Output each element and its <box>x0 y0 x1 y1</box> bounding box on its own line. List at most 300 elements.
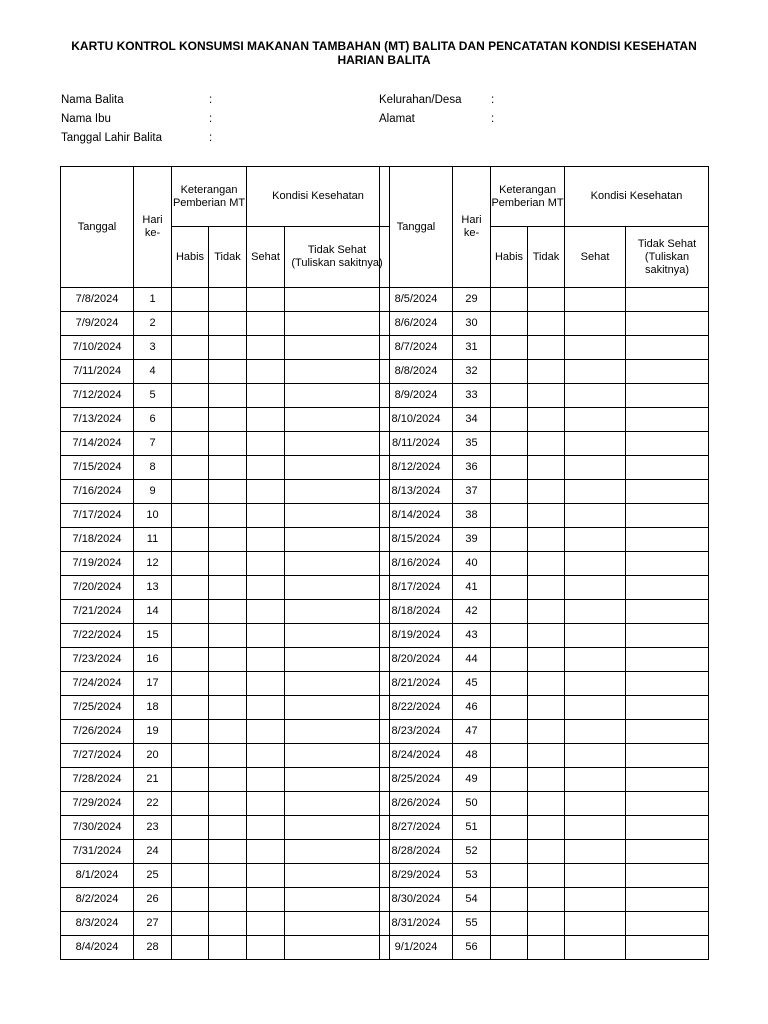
day-cell: 1 <box>134 288 172 312</box>
header-habis: Habis <box>172 227 209 288</box>
sehat-cell[interactable] <box>247 696 285 720</box>
tidak-cell[interactable] <box>209 336 247 360</box>
tidak-cell[interactable] <box>528 792 565 816</box>
sehat-cell[interactable] <box>565 576 626 600</box>
tidak-sehat-cell[interactable] <box>285 600 390 624</box>
date-cell: 7/9/2024 <box>61 312 134 336</box>
habis-cell[interactable] <box>172 792 209 816</box>
sehat-cell[interactable] <box>565 792 626 816</box>
habis-cell[interactable] <box>491 432 528 456</box>
habis-cell[interactable] <box>491 768 528 792</box>
day-cell: 53 <box>453 864 491 888</box>
tidak-sehat-cell[interactable] <box>285 648 390 672</box>
tidak-sehat-cell[interactable] <box>285 312 390 336</box>
tidak-cell[interactable] <box>209 384 247 408</box>
table-row <box>380 696 709 720</box>
sehat-cell[interactable] <box>565 912 626 936</box>
sehat-cell[interactable] <box>247 480 285 504</box>
day-cell: 29 <box>453 288 491 312</box>
tidak-sehat-cell[interactable] <box>626 576 709 600</box>
habis-cell[interactable] <box>491 456 528 480</box>
tidak-sehat-cell[interactable] <box>285 408 390 432</box>
tidak-cell[interactable] <box>209 648 247 672</box>
sehat-cell[interactable] <box>247 528 285 552</box>
date-cell: 8/31/2024 <box>380 912 453 936</box>
tidak-sehat-cell[interactable] <box>285 288 390 312</box>
tidak-sehat-cell[interactable] <box>626 864 709 888</box>
habis-cell[interactable] <box>491 624 528 648</box>
tidak-cell[interactable] <box>528 576 565 600</box>
tidak-cell[interactable] <box>209 792 247 816</box>
habis-cell[interactable] <box>491 480 528 504</box>
tidak-sehat-cell[interactable] <box>626 384 709 408</box>
tidak-sehat-cell[interactable] <box>285 384 390 408</box>
habis-cell[interactable] <box>172 720 209 744</box>
tidak-sehat-cell[interactable] <box>626 624 709 648</box>
day-cell: 8 <box>134 456 172 480</box>
habis-cell[interactable] <box>172 312 209 336</box>
tidak-sehat-cell[interactable] <box>626 816 709 840</box>
tidak-cell[interactable] <box>528 600 565 624</box>
tidak-cell[interactable] <box>528 720 565 744</box>
sehat-cell[interactable] <box>247 912 285 936</box>
sehat-cell[interactable] <box>565 384 626 408</box>
table-row <box>380 336 709 360</box>
sehat-cell[interactable] <box>247 672 285 696</box>
habis-cell[interactable] <box>491 864 528 888</box>
habis-cell[interactable] <box>491 408 528 432</box>
header-tidak-sehat: Tidak Sehat (Tuliskan sakitnya) <box>626 227 709 288</box>
day-cell: 21 <box>134 768 172 792</box>
sehat-cell[interactable] <box>565 504 626 528</box>
date-cell: 7/20/2024 <box>61 576 134 600</box>
label-kelurahan: Kelurahan/Desa <box>379 94 462 106</box>
tidak-cell[interactable] <box>209 888 247 912</box>
habis-cell[interactable] <box>172 384 209 408</box>
tidak-sehat-cell[interactable] <box>626 336 709 360</box>
tidak-sehat-cell[interactable] <box>626 912 709 936</box>
sehat-cell[interactable] <box>565 432 626 456</box>
habis-cell[interactable] <box>491 936 528 960</box>
habis-cell[interactable] <box>172 528 209 552</box>
habis-cell[interactable] <box>172 672 209 696</box>
habis-cell[interactable] <box>172 456 209 480</box>
habis-cell[interactable] <box>172 336 209 360</box>
table-row <box>61 888 390 912</box>
table-row <box>380 288 709 312</box>
tidak-sehat-cell[interactable] <box>626 648 709 672</box>
habis-cell[interactable] <box>491 360 528 384</box>
tidak-cell[interactable] <box>209 936 247 960</box>
date-cell: 8/18/2024 <box>380 600 453 624</box>
habis-cell[interactable] <box>491 552 528 576</box>
colon-tanggal-lahir: : <box>209 132 213 144</box>
tidak-sehat-cell[interactable] <box>285 360 390 384</box>
habis-cell[interactable] <box>491 528 528 552</box>
tidak-cell[interactable] <box>528 360 565 384</box>
sehat-cell[interactable] <box>565 312 626 336</box>
header-kondisi-kesehatan: Kondisi Kesehatan <box>247 167 390 227</box>
sehat-cell[interactable] <box>565 888 626 912</box>
tidak-cell[interactable] <box>209 408 247 432</box>
habis-cell[interactable] <box>172 840 209 864</box>
tidak-sehat-cell[interactable] <box>626 504 709 528</box>
day-cell: 10 <box>134 504 172 528</box>
tidak-sehat-cell[interactable] <box>626 888 709 912</box>
habis-cell[interactable] <box>172 480 209 504</box>
date-cell: 8/7/2024 <box>380 336 453 360</box>
tidak-cell[interactable] <box>209 504 247 528</box>
sehat-cell[interactable] <box>565 816 626 840</box>
sehat-cell[interactable] <box>247 840 285 864</box>
sehat-cell[interactable] <box>247 312 285 336</box>
habis-cell[interactable] <box>172 360 209 384</box>
header-tanggal: Tanggal <box>61 167 134 288</box>
tidak-sehat-cell[interactable] <box>626 672 709 696</box>
tidak-sehat-cell[interactable] <box>285 840 390 864</box>
table-row <box>61 312 390 336</box>
tidak-sehat-cell[interactable] <box>285 504 390 528</box>
sehat-cell[interactable] <box>247 288 285 312</box>
tidak-cell[interactable] <box>528 624 565 648</box>
habis-cell[interactable] <box>491 696 528 720</box>
table-row <box>380 624 709 648</box>
day-cell: 44 <box>453 648 491 672</box>
date-cell: 7/31/2024 <box>61 840 134 864</box>
day-cell: 41 <box>453 576 491 600</box>
date-cell: 7/29/2024 <box>61 792 134 816</box>
sehat-cell[interactable] <box>565 720 626 744</box>
right-table-body <box>380 288 709 960</box>
sehat-cell[interactable] <box>247 504 285 528</box>
date-cell: 7/8/2024 <box>61 288 134 312</box>
habis-cell[interactable] <box>172 648 209 672</box>
day-cell: 51 <box>453 816 491 840</box>
sehat-cell[interactable] <box>565 408 626 432</box>
sehat-cell[interactable] <box>565 456 626 480</box>
table-row <box>380 432 709 456</box>
sehat-cell[interactable] <box>247 648 285 672</box>
sehat-cell[interactable] <box>565 360 626 384</box>
tidak-sehat-cell[interactable] <box>626 456 709 480</box>
habis-cell[interactable] <box>491 816 528 840</box>
sehat-cell[interactable] <box>247 576 285 600</box>
table-row <box>380 480 709 504</box>
date-cell: 8/11/2024 <box>380 432 453 456</box>
tidak-cell[interactable] <box>209 624 247 648</box>
sehat-cell[interactable] <box>247 792 285 816</box>
sehat-cell[interactable] <box>565 528 626 552</box>
habis-cell[interactable] <box>172 576 209 600</box>
tidak-cell[interactable] <box>528 864 565 888</box>
colon-alamat: : <box>491 113 495 125</box>
title-line-1: KARTU KONTROL KONSUMSI MAKANAN TAMBAHAN (MT) BALITA DAN PENCATATAN KONDISI KESEHATAN <box>71 39 697 53</box>
tidak-cell[interactable] <box>528 528 565 552</box>
tidak-cell[interactable] <box>209 720 247 744</box>
tidak-sehat-cell[interactable] <box>626 840 709 864</box>
title-line-2: HARIAN BALITA <box>337 53 431 67</box>
sehat-cell[interactable] <box>565 552 626 576</box>
sehat-cell[interactable] <box>247 336 285 360</box>
tidak-cell[interactable] <box>528 432 565 456</box>
day-cell: 42 <box>453 600 491 624</box>
sehat-cell[interactable] <box>565 840 626 864</box>
habis-cell[interactable] <box>172 696 209 720</box>
date-cell: 8/12/2024 <box>380 456 453 480</box>
habis-cell[interactable] <box>172 744 209 768</box>
tidak-sehat-cell[interactable] <box>626 528 709 552</box>
table-row <box>380 840 709 864</box>
habis-cell[interactable] <box>491 840 528 864</box>
sehat-cell[interactable] <box>565 624 626 648</box>
tidak-cell[interactable] <box>528 288 565 312</box>
tidak-sehat-cell[interactable] <box>285 720 390 744</box>
tidak-cell[interactable] <box>209 912 247 936</box>
sehat-cell[interactable] <box>565 672 626 696</box>
sehat-cell[interactable] <box>565 696 626 720</box>
tidak-sehat-cell[interactable] <box>285 672 390 696</box>
habis-cell[interactable] <box>491 720 528 744</box>
tidak-sehat-cell[interactable] <box>285 456 390 480</box>
tidak-sehat-cell[interactable] <box>285 816 390 840</box>
sehat-cell[interactable] <box>247 600 285 624</box>
habis-cell[interactable] <box>172 888 209 912</box>
table-row <box>380 720 709 744</box>
sehat-cell[interactable] <box>565 936 626 960</box>
tidak-cell[interactable] <box>209 864 247 888</box>
habis-cell[interactable] <box>172 504 209 528</box>
habis-cell[interactable] <box>172 624 209 648</box>
date-cell: 8/25/2024 <box>380 768 453 792</box>
tidak-cell[interactable] <box>209 456 247 480</box>
habis-cell[interactable] <box>172 936 209 960</box>
sehat-cell[interactable] <box>565 600 626 624</box>
tidak-sehat-cell[interactable] <box>626 480 709 504</box>
table-row <box>380 936 709 960</box>
sehat-cell[interactable] <box>247 624 285 648</box>
tidak-sehat-cell[interactable] <box>626 768 709 792</box>
tidak-cell[interactable] <box>209 528 247 552</box>
tidak-cell[interactable] <box>209 432 247 456</box>
tidak-sehat-cell[interactable] <box>285 552 390 576</box>
tidak-sehat-cell[interactable] <box>285 888 390 912</box>
sehat-cell[interactable] <box>247 432 285 456</box>
sehat-cell[interactable] <box>247 864 285 888</box>
tidak-sehat-cell[interactable] <box>626 312 709 336</box>
habis-cell[interactable] <box>172 768 209 792</box>
sehat-cell[interactable] <box>565 864 626 888</box>
day-cell: 37 <box>453 480 491 504</box>
habis-cell[interactable] <box>491 672 528 696</box>
tidak-cell[interactable] <box>528 744 565 768</box>
tidak-sehat-cell[interactable] <box>626 552 709 576</box>
date-cell: 8/2/2024 <box>61 888 134 912</box>
tidak-sehat-cell[interactable] <box>626 744 709 768</box>
habis-cell[interactable] <box>491 744 528 768</box>
day-cell: 5 <box>134 384 172 408</box>
habis-cell[interactable] <box>172 408 209 432</box>
tidak-cell[interactable] <box>528 312 565 336</box>
table-row <box>380 672 709 696</box>
date-cell: 8/5/2024 <box>380 288 453 312</box>
tidak-cell[interactable] <box>528 816 565 840</box>
habis-cell[interactable] <box>172 432 209 456</box>
date-cell: 8/26/2024 <box>380 792 453 816</box>
sehat-cell[interactable] <box>565 288 626 312</box>
header-tanggal: Tanggal <box>380 167 453 288</box>
date-cell: 9/1/2024 <box>380 936 453 960</box>
sehat-cell[interactable] <box>247 744 285 768</box>
habis-cell[interactable] <box>491 576 528 600</box>
tidak-cell[interactable] <box>209 552 247 576</box>
tidak-sehat-cell[interactable] <box>285 576 390 600</box>
tidak-cell[interactable] <box>209 816 247 840</box>
tidak-sehat-cell[interactable] <box>285 480 390 504</box>
day-cell: 39 <box>453 528 491 552</box>
date-cell: 7/13/2024 <box>61 408 134 432</box>
date-cell: 8/13/2024 <box>380 480 453 504</box>
tidak-cell[interactable] <box>209 480 247 504</box>
tidak-sehat-cell[interactable] <box>626 792 709 816</box>
tidak-sehat-cell[interactable] <box>285 432 390 456</box>
label-alamat: Alamat <box>379 113 415 125</box>
habis-cell[interactable] <box>491 888 528 912</box>
tidak-cell[interactable] <box>528 408 565 432</box>
sehat-cell[interactable] <box>565 336 626 360</box>
table-row <box>61 768 390 792</box>
tidak-sehat-cell[interactable] <box>285 912 390 936</box>
table-row <box>380 360 709 384</box>
tidak-sehat-cell[interactable] <box>285 768 390 792</box>
habis-cell[interactable] <box>491 336 528 360</box>
header-hari-ke: Hari ke- <box>134 167 172 288</box>
habis-cell[interactable] <box>491 600 528 624</box>
habis-cell[interactable] <box>172 600 209 624</box>
tidak-cell[interactable] <box>209 360 247 384</box>
tidak-cell[interactable] <box>528 768 565 792</box>
habis-cell[interactable] <box>172 864 209 888</box>
sehat-cell[interactable] <box>247 888 285 912</box>
tidak-sehat-cell[interactable] <box>626 720 709 744</box>
tidak-cell[interactable] <box>528 552 565 576</box>
tidak-sehat-cell[interactable] <box>285 696 390 720</box>
habis-cell[interactable] <box>172 816 209 840</box>
tidak-sehat-cell[interactable] <box>626 936 709 960</box>
sehat-cell[interactable] <box>247 720 285 744</box>
tidak-cell[interactable] <box>528 672 565 696</box>
sehat-cell[interactable] <box>247 408 285 432</box>
tidak-cell[interactable] <box>528 696 565 720</box>
habis-cell[interactable] <box>491 384 528 408</box>
habis-cell[interactable] <box>491 648 528 672</box>
table-row <box>61 528 390 552</box>
sehat-cell[interactable] <box>565 480 626 504</box>
tidak-sehat-cell[interactable] <box>626 408 709 432</box>
tidak-cell[interactable] <box>528 840 565 864</box>
habis-cell[interactable] <box>491 504 528 528</box>
tidak-cell[interactable] <box>528 336 565 360</box>
tidak-sehat-cell[interactable] <box>285 936 390 960</box>
date-cell: 8/23/2024 <box>380 720 453 744</box>
day-cell: 48 <box>453 744 491 768</box>
sehat-cell[interactable] <box>247 816 285 840</box>
table-row <box>61 576 390 600</box>
table-row <box>61 624 390 648</box>
sehat-cell[interactable] <box>565 648 626 672</box>
tidak-cell[interactable] <box>209 576 247 600</box>
tidak-sehat-cell[interactable] <box>285 744 390 768</box>
sehat-cell[interactable] <box>565 768 626 792</box>
sehat-cell[interactable] <box>247 768 285 792</box>
tidak-cell[interactable] <box>528 936 565 960</box>
tidak-cell[interactable] <box>528 504 565 528</box>
tidak-cell[interactable] <box>209 840 247 864</box>
habis-cell[interactable] <box>491 288 528 312</box>
habis-cell[interactable] <box>172 288 209 312</box>
table-row <box>380 456 709 480</box>
sehat-cell[interactable] <box>247 456 285 480</box>
sehat-cell[interactable] <box>247 936 285 960</box>
tidak-sehat-cell[interactable] <box>626 432 709 456</box>
header-tidak: Tidak <box>209 227 247 288</box>
date-cell: 7/19/2024 <box>61 552 134 576</box>
day-cell: 19 <box>134 720 172 744</box>
tidak-sehat-cell[interactable] <box>285 624 390 648</box>
tidak-cell[interactable] <box>528 456 565 480</box>
table-row <box>380 888 709 912</box>
tidak-cell[interactable] <box>528 888 565 912</box>
sehat-cell[interactable] <box>247 360 285 384</box>
tidak-sehat-cell[interactable] <box>285 864 390 888</box>
table-row <box>61 600 390 624</box>
habis-cell[interactable] <box>491 912 528 936</box>
table-row <box>61 840 390 864</box>
date-cell: 8/16/2024 <box>380 552 453 576</box>
habis-cell[interactable] <box>172 552 209 576</box>
date-cell: 7/27/2024 <box>61 744 134 768</box>
tidak-cell[interactable] <box>209 288 247 312</box>
tidak-cell[interactable] <box>528 912 565 936</box>
tidak-cell[interactable] <box>209 600 247 624</box>
tidak-cell[interactable] <box>528 480 565 504</box>
tidak-cell[interactable] <box>209 696 247 720</box>
day-cell: 33 <box>453 384 491 408</box>
tidak-sehat-cell[interactable] <box>626 696 709 720</box>
tidak-sehat-cell[interactable] <box>285 336 390 360</box>
day-cell: 26 <box>134 888 172 912</box>
tidak-sehat-cell[interactable] <box>626 600 709 624</box>
habis-cell[interactable] <box>491 312 528 336</box>
tidak-sehat-cell[interactable] <box>285 792 390 816</box>
tidak-cell[interactable] <box>209 744 247 768</box>
tidak-cell[interactable] <box>209 672 247 696</box>
tidak-cell[interactable] <box>209 768 247 792</box>
habis-cell[interactable] <box>491 792 528 816</box>
tidak-cell[interactable] <box>528 384 565 408</box>
tidak-sehat-cell[interactable] <box>626 288 709 312</box>
tidak-cell[interactable] <box>209 312 247 336</box>
colon-nama-ibu: : <box>209 113 213 125</box>
day-cell: 18 <box>134 696 172 720</box>
sehat-cell[interactable] <box>247 384 285 408</box>
sehat-cell[interactable] <box>247 552 285 576</box>
tidak-sehat-cell[interactable] <box>626 360 709 384</box>
sehat-cell[interactable] <box>565 744 626 768</box>
tidak-cell[interactable] <box>528 648 565 672</box>
date-cell: 8/28/2024 <box>380 840 453 864</box>
habis-cell[interactable] <box>172 912 209 936</box>
tidak-sehat-cell[interactable] <box>285 528 390 552</box>
